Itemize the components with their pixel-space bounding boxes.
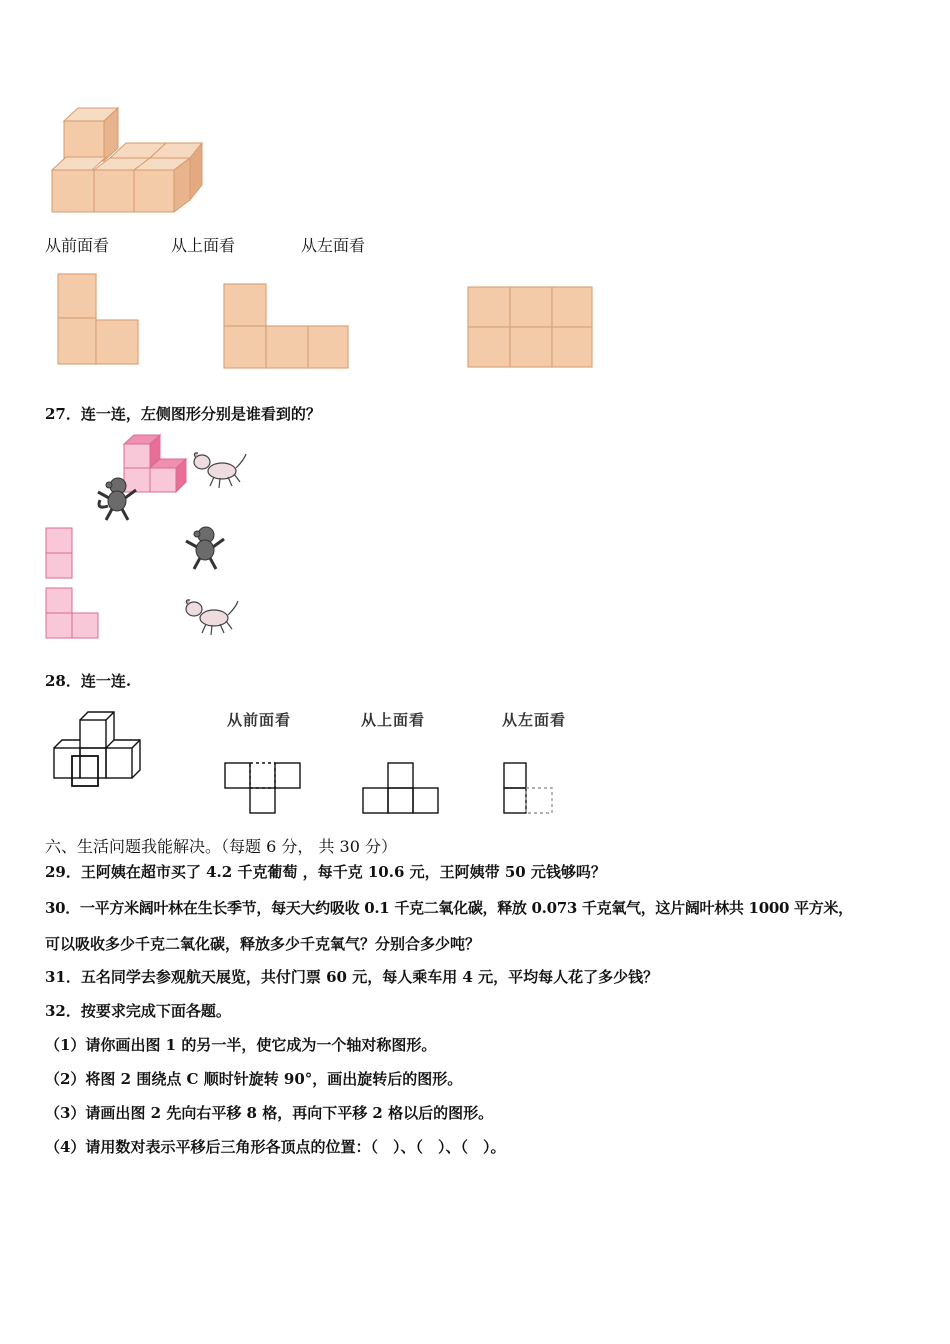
cube-structure-figure xyxy=(50,103,210,218)
line-cube-structure xyxy=(52,710,152,795)
section-6-heading: 六、生活问题我能解决。（每题 6 分， 共 30 分） xyxy=(45,837,397,856)
front-view-shape xyxy=(56,272,146,367)
q28-top-view-shape xyxy=(362,762,442,817)
label-left-view: 从左面看 xyxy=(301,236,366,255)
label-left-view-q28: 从左面看 xyxy=(502,711,567,729)
monkey-icon xyxy=(92,476,142,524)
pink-view-two-squares xyxy=(45,527,75,582)
q28-front-view-shape xyxy=(224,762,304,817)
label-top-view-q28: 从上面看 xyxy=(361,711,426,729)
pink-view-l-shape xyxy=(45,587,101,642)
question-29: 29．王阿姨在超市买了 4.2 千克葡萄 ，每千克 10.6 元，王阿姨带 50 元钱够吗？ xyxy=(45,863,606,881)
question-32: 32．按要求完成下面各题。 xyxy=(45,1002,231,1020)
label-front-view: 从前面看 xyxy=(45,236,110,255)
question-32-part2: （2）将图 2 围绕点 C 顺时针旋转 90°，画出旋转后的图形。 xyxy=(45,1070,463,1088)
question-32-part1: （1）请你画出图 1 的另一半，使它成为一个轴对称图形。 xyxy=(45,1036,437,1054)
dog-icon xyxy=(182,597,242,639)
question-28: 28．连一连. xyxy=(45,672,132,690)
question-32-part3: （3）请画出图 2 先向右平移 8 格，再向下平移 2 格以后的图形。 xyxy=(45,1104,494,1122)
dog-icon xyxy=(190,450,250,492)
label-top-view: 从上面看 xyxy=(171,236,236,255)
question-31: 31．五名同学去参观航天展览，共付门票 60 元，每人乘车用 4 元，平均每人花了多少钱？ xyxy=(45,968,659,986)
question-30-line1: 30．一平方米阔叶林在生长季节，每天大约吸收 0.1 千克二氧化碳，释放 0.073 千克氧气，这片阔叶林共 1000 平方米， xyxy=(45,899,853,917)
question-32-part4: （4）请用数对表示平移后三角形各顶点的位置：（ ）、（ ）、（ ）。 xyxy=(45,1138,506,1156)
q28-left-view-shape xyxy=(502,762,562,817)
question-27: 27．连一连，左侧图形分别是谁看到的？ xyxy=(45,405,321,423)
question-30-line2: 可以吸收多少千克二氧化碳，释放多少千克氧气？分别合多少吨？ xyxy=(45,935,481,953)
top-view-shape xyxy=(222,282,352,377)
label-front-view-q28: 从前面看 xyxy=(227,711,292,729)
monkey-icon xyxy=(180,525,230,573)
left-view-shape xyxy=(466,285,596,370)
